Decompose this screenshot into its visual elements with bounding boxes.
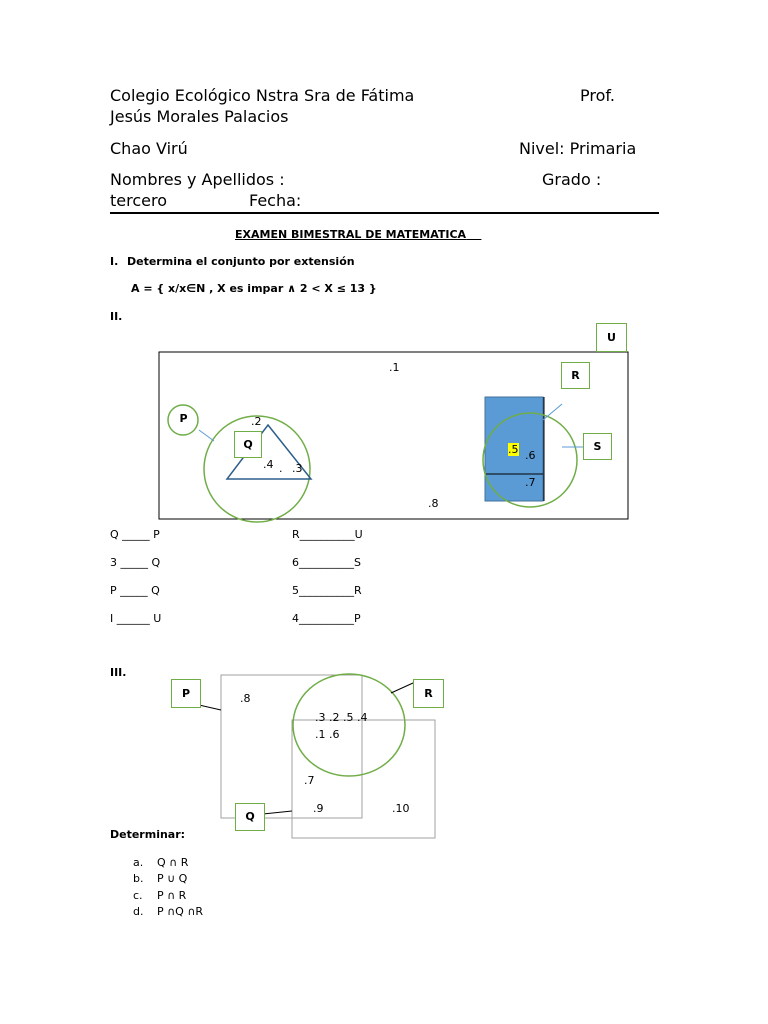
section3-number: III. (110, 666, 127, 679)
label3-p: P (181, 687, 191, 700)
answer-left-1: Q _____ P (110, 528, 160, 541)
point-6: .6 (525, 449, 536, 462)
place-name: Chao Virú (110, 139, 188, 158)
answer-right-4: 4__________P (292, 612, 361, 625)
point-1: .1 (389, 361, 400, 374)
prof-label: Prof. (580, 86, 615, 105)
answer-left-4: I ______ U (110, 612, 162, 625)
school-name: Colegio Ecológico Nstra Sra de Fátima (110, 86, 415, 105)
set3-r-circle (293, 674, 405, 776)
item-d-letter: d. (133, 905, 144, 918)
point3-8: .8 (240, 692, 251, 705)
section1-number: I. (110, 255, 119, 268)
label-q: Q (243, 438, 253, 451)
determinar-label: Determinar: (110, 828, 186, 841)
point-4: .4 (263, 458, 274, 471)
section1-formula: A = { x/x∈N , X es impar ∧ 2 < X ≤ 13 } (131, 282, 377, 295)
item-c-expr: P ∩ R (157, 889, 187, 902)
connector3-p (199, 705, 221, 710)
nombres-label: Nombres y Apellidos : (110, 170, 285, 189)
point3-7: .7 (304, 774, 315, 787)
point-3: .3 (292, 462, 303, 475)
point-2: .2 (251, 415, 262, 428)
point-5: .5 (508, 443, 519, 456)
label3-p-box (171, 679, 201, 708)
point3-9: .9 (313, 802, 324, 815)
teacher-name: Jesús Morales Palacios (110, 107, 289, 126)
exam-title: EXAMEN BIMESTRAL DE MATEMATICA (235, 228, 467, 241)
point3-10: .10 (392, 802, 410, 815)
label-u: U (607, 331, 616, 344)
item-d-expr: P ∩Q ∩R (157, 905, 204, 918)
item-a-expr: Q ∩ R (157, 856, 189, 869)
label3-r-box (413, 679, 444, 708)
item-a-letter: a. (133, 856, 144, 869)
point3-row2: .1 .6 (315, 728, 340, 741)
item-b-letter: b. (133, 872, 144, 885)
section2-number: II. (110, 310, 123, 323)
answer-left-3: P _____ Q (110, 584, 160, 597)
section1-instruction: Determina el conjunto por extensión (127, 255, 355, 268)
label3-q-box (235, 803, 265, 831)
point-8: .8 (428, 497, 439, 510)
grado-label: Grado : (542, 170, 602, 189)
answer-left-2: 3 _____ Q (110, 556, 161, 569)
answer-right-3: 5__________R (292, 584, 362, 597)
label-r: R (571, 369, 580, 382)
point3-row1: .3 .2 .5 .4 (315, 711, 368, 724)
label3-q: Q (245, 810, 255, 823)
grado-value: tercero (110, 191, 167, 210)
nivel-label: Nivel: Primaria (519, 139, 637, 158)
connector3-r (391, 683, 413, 693)
answer-right-1: R__________U (292, 528, 363, 541)
item-b-expr: P ∪ Q (157, 872, 188, 885)
label3-r: R (424, 687, 433, 700)
fecha-label: Fecha: (249, 191, 302, 210)
connector3-q (263, 811, 292, 814)
point-4-dot: . (279, 462, 283, 475)
answer-right-2: 6__________S (292, 556, 361, 569)
label-p: P (179, 412, 188, 425)
point-7: .7 (525, 476, 536, 489)
item-c-letter: c. (133, 889, 143, 902)
label-s: S (593, 440, 602, 453)
